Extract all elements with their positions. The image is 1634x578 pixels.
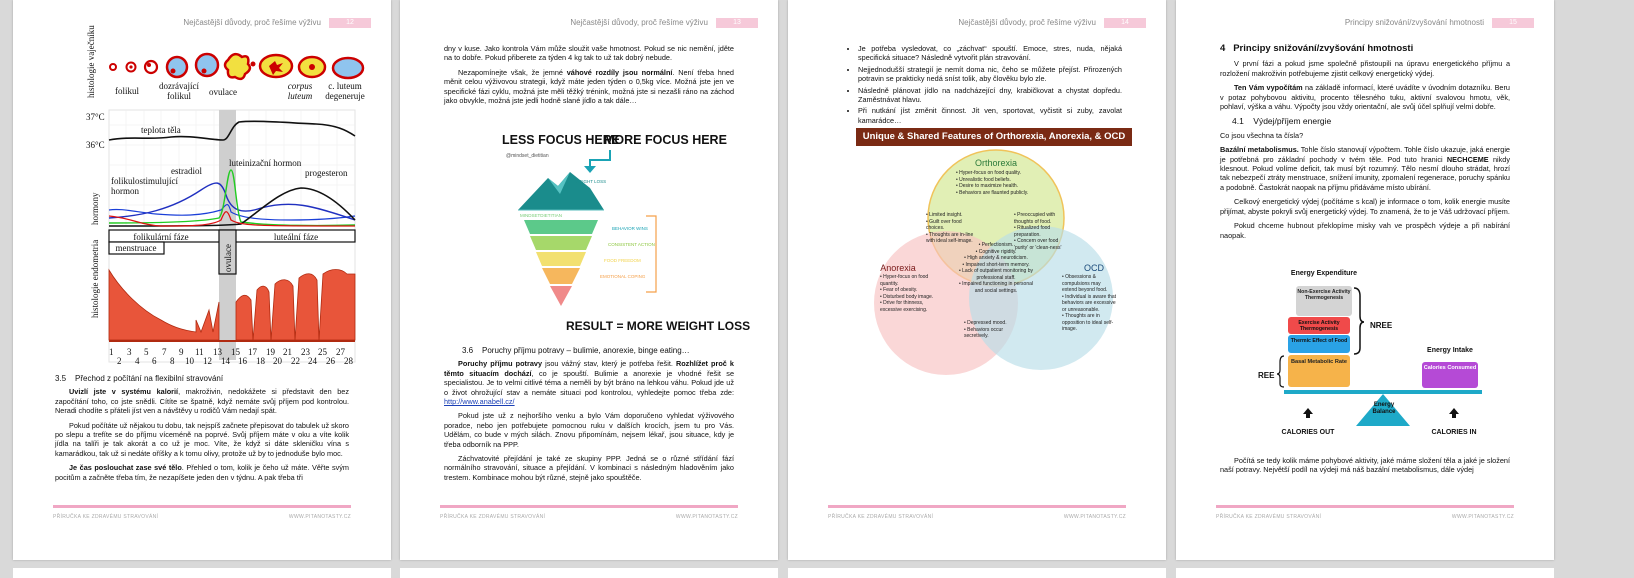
bold-text: váhové rozdíly jsou normální [566, 67, 673, 77]
day-7: 7 [162, 347, 167, 357]
list-item: • Při nutkání jíst změnit činnost. Jít ven, sportovat, vyčistit si zuby, zavolat kamarádce… [858, 106, 1122, 125]
paragraph [1220, 83, 1510, 111]
page-12 [13, 0, 391, 560]
day-4: 4 [135, 356, 140, 366]
page-footer [53, 514, 351, 520]
section-number: 4.1 [1232, 116, 1244, 127]
ortho-anorexia-shared: • Limited insight. • Guilt over food choices. • Thoughts are in-line with ideal self-image. [926, 212, 974, 244]
hormone-progesterone: progesteron [305, 168, 348, 178]
page-15-bottom [1220, 456, 1510, 480]
list-item: • Je potřeba vysledovat, co „záchvat“ spouští. Emoce, stres, nuda, nějaká specifická situace? Následně vytvořit plán stravování. [858, 44, 1122, 63]
venn-diagram [856, 148, 1132, 378]
day-1: 1 [109, 347, 114, 357]
more-focus-heading: MORE FOCUS HERE [604, 133, 727, 147]
hormone-fsh: folikulostimulující hormon [111, 176, 178, 196]
section-title: Přechod z počítání na flexibilní stravování [75, 374, 224, 383]
bold-text: Ten Vám vypočítám [1234, 83, 1303, 93]
page-footer [440, 514, 738, 520]
page-18-preview [788, 568, 1166, 578]
phase-ovulation: ovulace [223, 244, 233, 272]
list-item: • Následně plánovat jídlo na nadcházející dny, krabičkovat a chystat dopředu. Zaměstnávat hlavu. [858, 86, 1122, 105]
focus-iceberg-infographic [500, 128, 751, 338]
paragraph-text: Nezapomínejte však, že jemné [458, 67, 567, 77]
header-title: Principy snižování/zvyšování hmotnosti [1344, 18, 1484, 27]
energy-expenditure-label: Energy Expenditure [1290, 270, 1358, 277]
page-14-bullets [846, 44, 1122, 127]
page-number: 13 [716, 18, 758, 28]
day-28: 28 [344, 356, 353, 366]
paragraph-text: , makroživin, nedokážete si představit den bez započítání toho, co jste snědli. Cítíte se špatně, když nemáte svůj příjem pod kontrolou. Neradi chodíte s přáteli jíst ven a návštěvy u rodičů Vám nedají spát. [55, 387, 349, 416]
phase-luteal: luteální fáze [273, 232, 319, 242]
day-23: 23 [301, 347, 310, 357]
paragraph [444, 68, 734, 106]
day-10: 10 [185, 356, 194, 366]
paragraph [55, 387, 349, 415]
stage-cl-degenerates: c. luteum degeneruje [325, 81, 365, 101]
paragraph-text: nikdy klesnout. Pokud volíme deficit, tak musí být rozumný. Tělo nesmí dlouho strádat, hrozí tak nebezpečí ztráty menstruace, snížení imunity, zpomalení regenerace, poruchy spánku a podobně. Častokrát naopak na příjmu přidáváme místo ubírání. [1220, 154, 1510, 192]
section-heading [1220, 117, 1510, 126]
day-13: 13 [213, 347, 222, 357]
stage-corpus-luteum: corpus luteum [287, 81, 313, 101]
page-header [1196, 18, 1534, 29]
paragraph [444, 359, 734, 406]
day-17: 17 [248, 347, 257, 357]
label-hormones: hormony [90, 192, 100, 225]
footer-left: PŘÍRUČKA KE ZDRAVÉMU STRAVOVÁNÍ [828, 514, 934, 520]
level-freedom: FOOD FREEDOM [604, 258, 641, 263]
page-15 [1176, 0, 1554, 560]
anorexia-unique: • Hyper-focus on food quantity. • Fear of obesity. • Disturbed body image. • Drive for thinness, excessive exercising. [880, 274, 934, 313]
section-title: Poruchy příjmu potravy – bulimie, anorexie, binge eating… [482, 346, 690, 355]
stage-ovulation: ovulace [209, 87, 237, 97]
day-21: 21 [283, 347, 292, 357]
ree-label: REE [1258, 371, 1275, 380]
hormone-estradiol: estradiol [171, 166, 202, 176]
footer-left: PŘÍRUČKA KE ZDRAVÉMU STRAVOVÁNÍ [53, 514, 159, 520]
bold-text: Bazální metabolismus. [1220, 145, 1299, 155]
day-9: 9 [179, 347, 184, 357]
day-22: 22 [291, 356, 300, 366]
list-item: • Nejjednodušší strategií je nemít doma nic, čeho se můžete přejíst. Přirozených potravin se prakticky nedá sníst tolik, aby člověku bylo zle. [858, 65, 1122, 84]
level-coping: EMOTIONAL COPING [600, 274, 646, 279]
center-shared: • Perfectionism. • Cognitive rigidity. • High anxiety & neuroticism. • Impaired short-term memory. • Lack of outpatient monitoring by professional staff. • Impaired functioning in personal and social settings. [958, 242, 1034, 294]
menstrual-cycle-diagram [61, 25, 391, 370]
chapter-heading [1220, 44, 1510, 53]
energy-balance-text: Energy Balance [1372, 402, 1396, 415]
footer-left: PŘÍRUČKA KE ZDRAVÉMU STRAVOVÁNÍ [440, 514, 546, 520]
temp-36: 36°C [86, 140, 105, 150]
anorexia-ocd-shared: • Depressed mood. • Behaviors occur secretively. [964, 320, 1007, 339]
paragraph-text: , co je spouští. Bulimie a anorexie je vhodné řešit se specialistou. Je to velmi citlivé téma a neměli by být bráno na lehkou váhu. Pokud jde už o život ohrožující stav a nemáte situaci pod kontrolou, vyhledejte pomoc třeba zde: [444, 368, 735, 397]
footer-left: PŘÍRUČKA KE ZDRAVÉMU STRAVOVÁNÍ [1216, 514, 1322, 520]
nree-label: NREE [1370, 321, 1393, 330]
ocd-unique: • Obsessions & compulsions may extend beyond food. • Individual is aware that behaviors are excessive or unreasonable. • Thoughts are in opposition to ideal self-image. [1062, 274, 1117, 332]
page-17-preview [400, 568, 778, 578]
day-2: 2 [117, 356, 122, 366]
day-12: 12 [203, 356, 212, 366]
section-heading [444, 346, 734, 355]
page-footer [1216, 514, 1514, 520]
footer-right: WWW.PITANOTASTY.CZ [1451, 514, 1514, 520]
neat-text: Non-Exercise Activity Thermogenesis [1297, 289, 1351, 302]
paragraph-text: jsou vážný stav, který je potřeba řešit. [542, 359, 676, 369]
page-16-preview [13, 568, 391, 578]
eat-text: Exercise Activity Thermogenesis [1298, 320, 1340, 332]
label-ocd: OCD [1084, 263, 1104, 273]
ortho-unique: • Hyper-focus on food quality. • Unrealistic food beliefs. • Desire to maximize health. • Behaviors are flaunted publicly. [956, 170, 1029, 196]
bold-text: NECHCEME [1446, 154, 1489, 164]
page-12-body [55, 368, 349, 487]
page-13-bottom [444, 340, 734, 487]
energy-intake-label: Energy Intake [1427, 347, 1473, 354]
page-15-top [1220, 44, 1510, 245]
page-number: 12 [329, 18, 371, 28]
energy-balance-diagram [1256, 266, 1496, 438]
tef-text: Thermic Effect of Food [1290, 338, 1348, 344]
anabell-link[interactable]: http://www.anabell.cz/ [444, 397, 515, 407]
result-text: RESULT = MORE WEIGHT LOSS [566, 319, 751, 333]
bullet-list [846, 44, 1122, 125]
stage-maturing-follicle: dozrávající folikul [159, 81, 199, 101]
page-number: 14 [1104, 18, 1146, 28]
ortho-ocd-shared: • Preoccupied with thoughts of food. • Ritualized food preparation. • Concern over food 'purity' or 'clean-ness' [1014, 212, 1062, 251]
chapter-title: Principy snižování/zvyšování hmotnosti [1233, 43, 1414, 54]
paragraph: Pokud chceme hubnout překlopíme misky vah ve prospěch výdeje a při nabírání naopak. [1220, 221, 1510, 240]
brand-label: MINDSETDIETITIAN [520, 213, 563, 218]
paragraph: dny v kuse. Jako kontrola Vám může sloužit vaše hmotnost. Pokud se nic nemění, jděte na to dobře. Pokud přiberete za týden 4 kg tak to už tak dobrý nebude. [444, 44, 734, 63]
label-ovary-histology: histologie vaječníku [86, 25, 96, 98]
page-13-top [444, 44, 734, 110]
footer-line [440, 505, 738, 508]
page-header [808, 18, 1146, 29]
day-24: 24 [308, 356, 317, 366]
section-title: Výdej/příjem energie [1253, 116, 1332, 127]
handle-text: @mindset_dietitian [506, 153, 549, 159]
venn-title-bar: Unique & Shared Features of Orthorexia, Anorexia, & OCD [856, 128, 1132, 146]
bold-text: Je čas poslouchat zase své tělo [69, 463, 182, 473]
paragraph-text: na základě informací, které uvádíte v úvodním dotazníku. Beru v potaz pohybovou aktivitu, procento tělesného tuku, aktivní svalovou hmotu, věk, pohlaví, výška a váhu. Výpočty jsou vždy orientační, ale svůj účel splňují velmi dobře. [1220, 83, 1510, 112]
paragraph-text: Tohle číslo stanovují výpočtem. Tohle číslo ukazuje, jaká energie je potřebná pro základní pochody v tvém těle. Pod tuto hranici [1220, 145, 1510, 164]
header-title: Nejčastější důvody, proč řešíme výživu [958, 18, 1096, 27]
paragraph: Záchvatovité přejídání je také ze skupiny PPP. Jedná se o různé střídání fází normálního stravování, situace a přejídání. V kombinaci s následným hladověním jako trestem. Kombinace mohou být různé, stejně jako spouštěče. [444, 454, 734, 482]
bold-text: Poruchy příjmu potravy [458, 359, 542, 369]
calories-in-label: CALORIES IN [1431, 429, 1477, 436]
calories-consumed-text: Calories Consumed [1423, 365, 1477, 371]
page-19-preview [1176, 568, 1554, 578]
day-5: 5 [144, 347, 149, 357]
follicle-stages [110, 54, 363, 79]
section-number: 3.6 [462, 346, 474, 355]
footer-right: WWW.PITANOTASTY.CZ [1063, 514, 1126, 520]
day-8: 8 [170, 356, 175, 366]
temp-37: 37°C [86, 112, 105, 122]
balance-beam [1284, 390, 1482, 394]
paragraph: Pokud počítáte už nějakou tu dobu, tak nejspíš začnete přepisovat do tabulek už skoro po slepu a trefíte se do příjmu víceméně na poprvé. Svůj příjem máte v oku a víte kolik jídla na talíři je tak akorát a co už je moc. Víte, že když si dáte skleničku vína s kamarádkou, tak už si nedáte oříšky a k tomu olivy, protože už by to jednoduše bylo moc. [55, 420, 349, 458]
footer-line [828, 505, 1126, 508]
phase-menstruation: menstruace [115, 243, 157, 253]
bmr-text: Basal Metabolic Rate [1291, 359, 1347, 365]
footer-right: WWW.PITANOTASTY.CZ [288, 514, 351, 520]
day-27: 27 [336, 347, 345, 357]
paragraph [55, 463, 349, 482]
page-footer [828, 514, 1126, 520]
temp-label: teplota těla [141, 125, 181, 135]
header-title: Nejčastější důvody, proč řešíme výživu [183, 18, 321, 27]
chapter-number: 4 [1220, 43, 1226, 54]
page-header [33, 18, 371, 29]
day-11: 11 [195, 347, 204, 357]
paragraph: Celkový energetický výdej (počítáme s kcal) je informace o tom, kolik energie musíte přijímat, abyste pokryli svůj energetický výdej. To znamená, že to je Váš udržovací příjem. [1220, 197, 1510, 216]
stage-follicle: folikul [115, 86, 139, 96]
label-endometrium-histology: histologie endometria [90, 239, 100, 318]
page-header [420, 18, 758, 29]
day-14: 14 [221, 356, 230, 366]
paragraph-text: . Přehled o tom, kolik je čeho už máte. Věřte svým pocitům a začněte třeba tím, že nezapíšete jeden den v týdnu. A pak třeba tři [55, 463, 349, 482]
label-orthorexia: Orthorexia [974, 158, 1018, 168]
page-13 [400, 0, 778, 560]
bold-text: Uvizlí jste v systému kalorií [69, 387, 179, 397]
section-number: 3.5 [55, 374, 67, 383]
level-action: CONSISTENT ACTION [608, 242, 655, 247]
day-6: 6 [152, 356, 157, 366]
page-14 [788, 0, 1166, 560]
paragraph: Počítá se tedy kolik máme pohybové aktivity, jaké máme složení těla a jaké je složení naší potravy. Největší podíl na výdeji má náš bazální metabolismus, dále výdej [1220, 456, 1510, 475]
day-26: 26 [326, 356, 335, 366]
day-3: 3 [127, 347, 132, 357]
day-16: 16 [238, 356, 247, 366]
paragraph: V první fázi a pokud jsme společně přistoupili na úpravu energetického příjmu a rozložení makroživin potřebujeme zjistit celkový energetický výdej. [1220, 59, 1510, 78]
footer-line [53, 505, 351, 508]
day-19: 19 [266, 347, 275, 357]
day-25: 25 [318, 347, 327, 357]
paragraph: Pokud jste už z nejhoršího venku a bylo Vám doporučeno vyhledat výživového poradce, nebo jen potřebujete pomocnou ruku v dalších krocích, jsem tu pro Vás. Udělám, co bude v mých silách. Znovu připomínám, nejsem lékař, jsou situace, kdy je třeba odborník na PPP. [444, 411, 734, 449]
paragraph [1220, 145, 1510, 192]
less-focus-heading: LESS FOCUS HERE [502, 133, 621, 147]
weight-loss-label: WEIGHT LOSS [575, 179, 607, 184]
label-anorexia: Anorexia [880, 263, 916, 273]
bold-text: Rozhlížet proč k těmto situacím dochází [444, 359, 734, 378]
footer-right: WWW.PITANOTASTY.CZ [675, 514, 738, 520]
paragraph: Co jsou všechna ta čísla? [1220, 130, 1304, 140]
footer-line [1216, 505, 1514, 508]
day-18: 18 [256, 356, 265, 366]
page-number: 15 [1492, 18, 1534, 28]
day-15: 15 [231, 347, 240, 357]
phase-follicular: folikulární fáze [133, 232, 189, 242]
level-behavior: BEHAVIOR WINS [612, 226, 648, 231]
paragraph-text: . Není třeba hned měnit celou výživovou strategii, když máte jeden týden o 0,5kg více. Možná jste jen ve specifické fázi cyklu, možná jste měli těžký trénink, možná jste si nezašli ráno na záchod jako obvykle, možná jste jedli hodně slané jídlo a tak dále… [444, 67, 734, 106]
calories-out-label: CALORIES OUT [1281, 429, 1335, 436]
hormone-lh: luteinizační hormon [229, 158, 302, 168]
header-title: Nejčastější důvody, proč řešíme výživu [570, 18, 708, 27]
day-20: 20 [273, 356, 282, 366]
section-heading [55, 374, 349, 383]
